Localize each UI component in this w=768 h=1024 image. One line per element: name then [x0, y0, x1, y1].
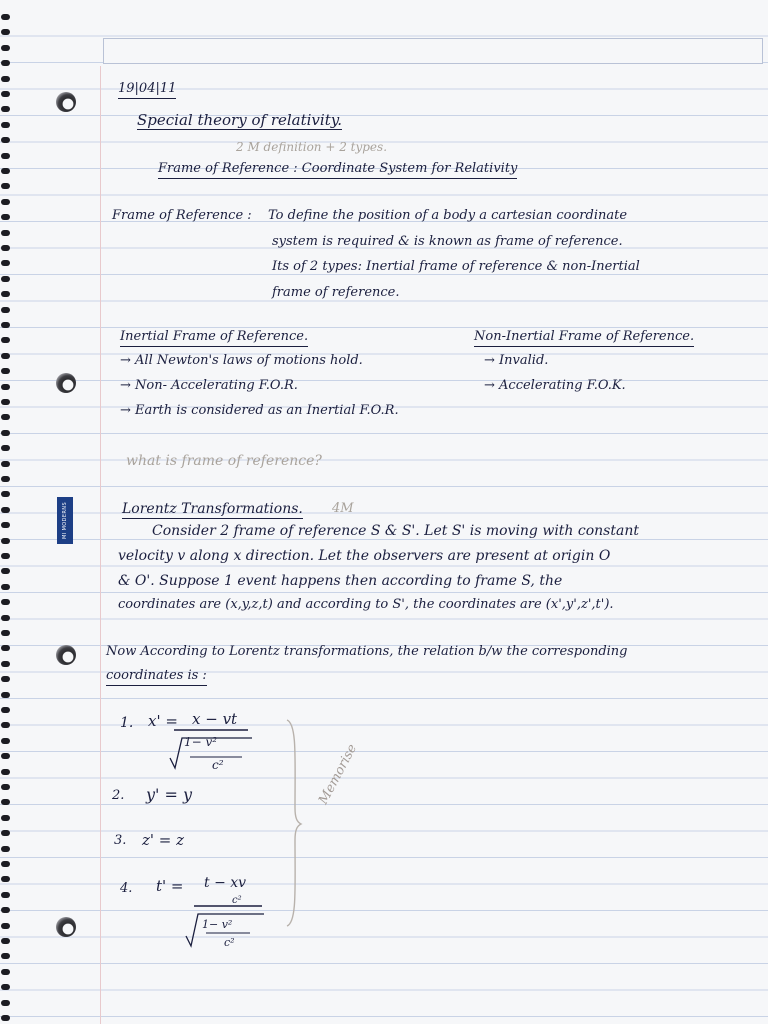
- spiral-ring: [1, 846, 10, 852]
- spiral-ring: [1, 830, 10, 836]
- spiral-ring: [1, 984, 10, 990]
- spiral-ring: [1, 1015, 10, 1021]
- spiral-ring: [1, 769, 10, 775]
- equation-lhs: t' =: [156, 877, 184, 895]
- spiral-ring: [1, 260, 10, 266]
- equation-number: 4.: [120, 881, 133, 896]
- punch-hole: [56, 92, 76, 112]
- non-inertial-item: → Accelerating F.O.K.: [484, 378, 626, 393]
- spiral-ring: [1, 1000, 10, 1006]
- inertial-item: → Non- Accelerating F.O.R.: [120, 378, 298, 393]
- curly-brace: [285, 718, 303, 928]
- radical-denominator: c²: [212, 758, 224, 772]
- spiral-ring: [1, 923, 10, 929]
- header-box: [103, 38, 763, 64]
- equation-text: y' = y: [146, 785, 193, 804]
- lorentz-marks: 4M: [332, 501, 354, 516]
- lorentz-heading: Lorentz Transformations.: [122, 501, 303, 517]
- definition-line: frame of reference.: [272, 285, 400, 300]
- non-inertial-heading: Non-Inertial Frame of Reference.: [474, 328, 694, 347]
- page-title: Special theory of relativity.: [137, 111, 342, 129]
- spiral-ring: [1, 784, 10, 790]
- spiral-ring: [1, 861, 10, 867]
- spiral-ring: [1, 584, 10, 590]
- spiral-ring: [1, 692, 10, 698]
- spiral-ring: [1, 76, 10, 82]
- equation-number: 3.: [114, 833, 127, 848]
- pencil-question: what is frame of reference?: [126, 453, 322, 469]
- spiral-ring: [1, 60, 10, 66]
- lorentz-paragraph-line: Consider 2 frame of reference S & S'. Let S' is moving with constant: [152, 523, 639, 539]
- spiral-ring: [1, 322, 10, 328]
- spiral-ring: [1, 630, 10, 636]
- spiral-ring: [1, 230, 10, 236]
- spiral-ring: [1, 645, 10, 651]
- spiral-ring: [1, 815, 10, 821]
- fraction-numerator: t − xv: [204, 875, 247, 891]
- subtitle: Frame of Reference : Coordinate System for Relativity: [158, 160, 517, 179]
- non-inertial-item: → Invalid.: [484, 353, 549, 368]
- spiral-ring: [1, 461, 10, 467]
- spiral-ring: [1, 507, 10, 513]
- spiral-ring: [1, 45, 10, 51]
- spiral-ring: [1, 153, 10, 159]
- spiral-ring: [1, 969, 10, 975]
- definition-line: system is required & is known as frame of reference.: [272, 234, 623, 249]
- spiral-ring: [1, 430, 10, 436]
- spiral-ring: [1, 722, 10, 728]
- spiral-ring: [1, 137, 10, 143]
- spiral-ring: [1, 245, 10, 251]
- spiral-ring: [1, 615, 10, 621]
- brand-logo: MI MODERNS: [57, 497, 73, 544]
- inertial-item: → Earth is considered as an Inertial F.O.R.: [120, 403, 399, 418]
- definition-label: Frame of Reference :: [112, 208, 252, 223]
- spiral-ring: [1, 14, 10, 20]
- spiral-ring: [1, 599, 10, 605]
- inertial-item: → All Newton's laws of motions hold.: [120, 353, 363, 368]
- spiral-ring: [1, 953, 10, 959]
- spiral-ring: [1, 399, 10, 405]
- spiral-ring: [1, 907, 10, 913]
- spiral-ring: [1, 122, 10, 128]
- margin-line: [100, 66, 101, 1024]
- inertial-heading: Inertial Frame of Reference.: [120, 328, 308, 347]
- punch-hole: [56, 373, 76, 393]
- spiral-ring: [1, 307, 10, 313]
- punch-hole: [56, 917, 76, 937]
- spiral-ring: [1, 876, 10, 882]
- spiral-ring: [1, 445, 10, 451]
- lorentz-paragraph-line: coordinates are (x,y,z,t) and according to S', the coordinates are (x',y',z',t').: [118, 597, 614, 612]
- pencil-note: 2 M definition + 2 types.: [236, 140, 388, 154]
- relation-intro-line: coordinates is :: [106, 667, 207, 686]
- spiral-ring: [1, 368, 10, 374]
- fraction-numerator: x − vt: [192, 710, 238, 728]
- spiral-ring: [1, 384, 10, 390]
- radical-numerator: 1− v²: [184, 735, 218, 749]
- spiral-ring: [1, 738, 10, 744]
- spiral-ring: [1, 168, 10, 174]
- spiral-ring: [1, 522, 10, 528]
- spiral-ring: [1, 183, 10, 189]
- spiral-ring: [1, 568, 10, 574]
- spiral-ring: [1, 676, 10, 682]
- punch-hole: [56, 645, 76, 665]
- spiral-ring: [1, 553, 10, 559]
- equation-text: z' = z: [142, 831, 185, 849]
- spiral-ring: [1, 661, 10, 667]
- definition-line: To define the position of a body a cartesian coordinate: [268, 208, 628, 223]
- spiral-ring: [1, 214, 10, 220]
- spiral-ring: [1, 414, 10, 420]
- spiral-ring: [1, 892, 10, 898]
- equation-number: 1.: [120, 715, 134, 731]
- spiral-ring: [1, 276, 10, 282]
- spiral-ring: [1, 799, 10, 805]
- spiral-ring: [1, 291, 10, 297]
- spiral-ring: [1, 476, 10, 482]
- spiral-ring: [1, 491, 10, 497]
- spiral-binding: [0, 0, 16, 1024]
- lorentz-paragraph-line: & O'. Suppose 1 event happens then according to frame S, the: [118, 573, 563, 589]
- spiral-ring: [1, 337, 10, 343]
- equation-number: 2.: [112, 788, 125, 803]
- spiral-ring: [1, 538, 10, 544]
- equation-lhs: x' =: [148, 712, 178, 730]
- relation-intro-line: Now According to Lorentz transformations, the relation b/w the corresponding: [106, 644, 628, 659]
- spiral-ring: [1, 353, 10, 359]
- spiral-ring: [1, 199, 10, 205]
- spiral-ring: [1, 753, 10, 759]
- lorentz-paragraph-line: velocity v along x direction. Let the observers are present at origin O: [118, 548, 611, 564]
- spiral-ring: [1, 938, 10, 944]
- radical-denominator: c²: [224, 936, 235, 949]
- spiral-ring: [1, 91, 10, 97]
- spiral-ring: [1, 29, 10, 35]
- memorise-note: Memorise: [316, 741, 361, 808]
- spiral-ring: [1, 707, 10, 713]
- date: 19|04|11: [118, 80, 176, 99]
- radical-numerator: 1− v²: [202, 918, 233, 931]
- definition-line: Its of 2 types: Inertial frame of reference & non-Inertial: [272, 259, 640, 274]
- spiral-ring: [1, 106, 10, 112]
- numerator-denominator: c²: [232, 895, 242, 906]
